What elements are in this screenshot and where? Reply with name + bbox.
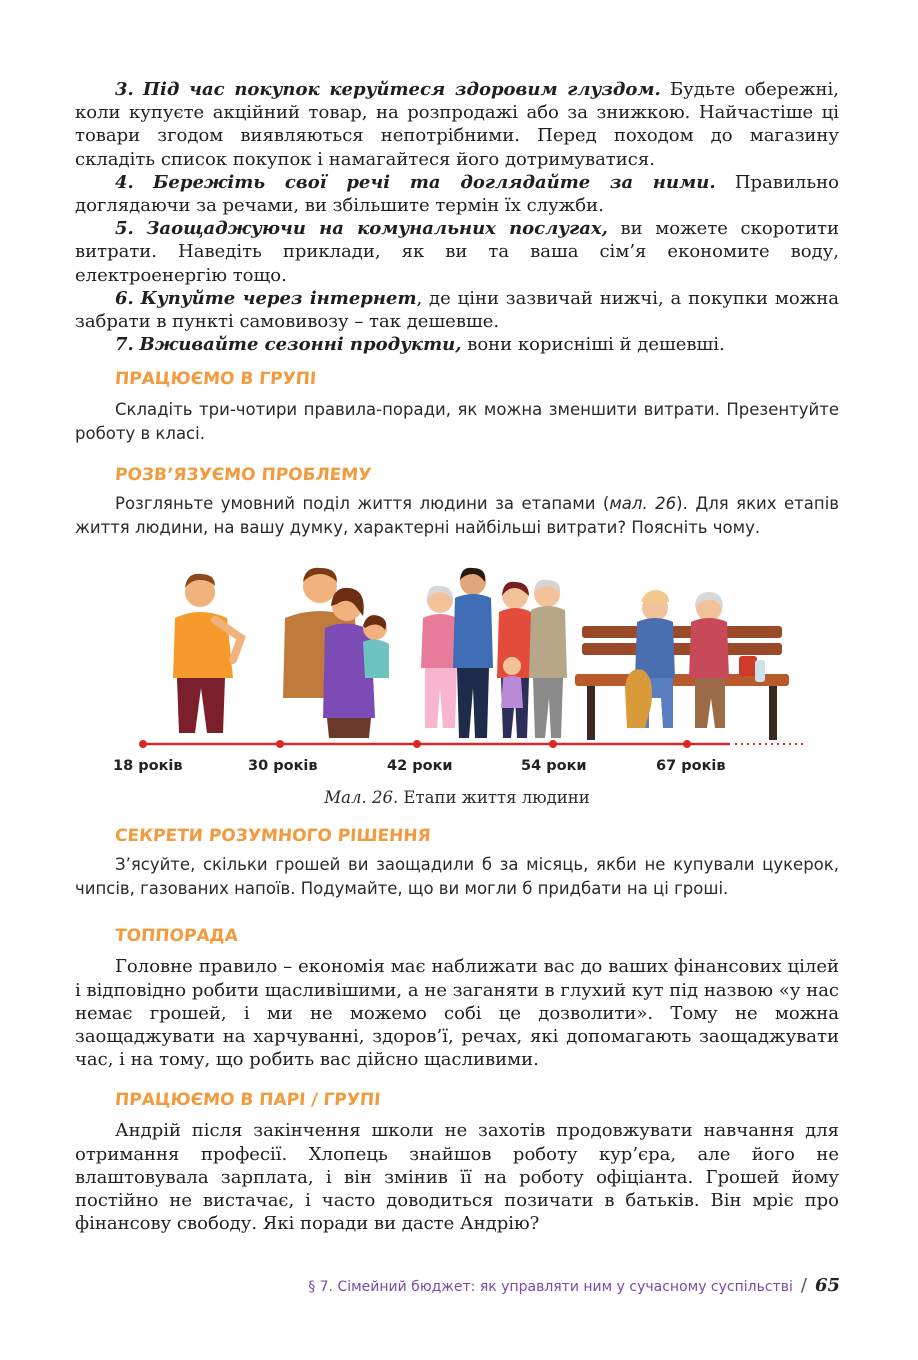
timeline-dot <box>139 740 147 748</box>
secrets-heading: СЕКРЕТИ РОЗУМНОГО РІШЕННЯ <box>114 826 432 847</box>
footer-separator: / <box>800 1275 807 1296</box>
secrets-text: З’ясуйте, скільки грошей ви заощадили б за місяць, якби не купували цукерок, чипсів, газованих напоїв. Подумайте, що ви могли б придбати на ці гроші. <box>75 855 839 899</box>
tip-title: Під час покупок керуйтеся здоровим глуздом. <box>143 79 661 100</box>
tip-text: вони корисніші й дешевші. <box>461 334 725 356</box>
figure-caption-text: Етапи життя людини <box>398 788 590 808</box>
tip-5 <box>75 217 839 287</box>
tip-text: , де ціни зазвичай нижчі, а покупки можна забрати в пункті самовивозу – так дешевше. <box>75 287 839 333</box>
group-work-text: Складіть три-чотири правила-поради, як можна зменшити витрати. Презентуйте роботу в класі. <box>75 400 839 444</box>
tip-6 <box>75 287 839 333</box>
pair-work-text: Андрій після закінчення школи не захотів продовжувати навчання для отримання професії. Хлопець знайшов роботу кур’єра, але його не влаштовувала зарплата, і він змінив її на роботу офіціанта. Грошей йому постійно не вистачає, і часто доводиться позичати в батьків. Він мріє про фінансову свободу. Які поради ви дасте Андрію? <box>75 1120 839 1235</box>
tip-text: Будьте обережні, коли купуєте акційний товар, на розпродажі або за знижкою. Найчастіше ці товари згодом виявляються непотрібними. Перед походом до магазину складіть список покупок і намагайтеся його дотримуватися. <box>75 79 839 170</box>
timeline-dot <box>413 740 421 748</box>
section-title: § 7. Сімейний бюджет: як управляти ним у сучасному суспільстві <box>308 1279 793 1295</box>
tip-title: Заощаджуючи на комунальних послугах, <box>146 218 608 240</box>
life-stages-figure <box>75 548 839 780</box>
tip-4 <box>75 171 839 217</box>
group-work-heading: ПРАЦЮЄМО В ГРУПІ <box>114 369 317 390</box>
problem-heading: РОЗВ’ЯЗУЄМО ПРОБЛЕМУ <box>114 465 372 486</box>
timeline-dot <box>549 740 557 748</box>
tip-number: 3. <box>115 79 134 100</box>
pair-work-heading: ПРАЦЮЄМО В ПАРІ / ГРУПІ <box>114 1090 382 1111</box>
top-tip-heading: ТОППОРАДА <box>114 926 239 947</box>
tip-3 <box>75 78 839 171</box>
figure-caption <box>75 788 839 807</box>
tip-number: 6. <box>115 287 134 309</box>
elderly-couple-illustration <box>575 590 789 740</box>
timeline-dot <box>276 740 284 748</box>
tips-list <box>75 78 839 356</box>
tip-text: Правильно доглядаючи за речами, ви збільшите термін їх служби. <box>75 171 840 217</box>
problem-text <box>75 492 839 540</box>
page-content <box>75 78 839 1235</box>
problem-text-before: Розгляньте умовний поділ життя людини за етапами ( <box>115 494 610 514</box>
young-family-illustration <box>283 568 389 738</box>
tip-7 <box>75 333 839 356</box>
tip-number: 7. <box>115 334 134 356</box>
figure-caption-label: Мал. 26. <box>324 788 399 808</box>
tip-number: 5. <box>115 218 134 240</box>
big-family-illustration <box>421 568 567 738</box>
young-man-illustration <box>173 574 241 733</box>
age-label-42: 42 роки <box>387 758 453 775</box>
tip-title: Вживайте сезонні продукти, <box>139 334 462 356</box>
age-label-67: 67 років <box>656 758 726 775</box>
tip-title: Бережіть свої речі та доглядайте за ними. <box>153 171 716 193</box>
timeline-dot <box>683 740 691 748</box>
figure-reference: мал. 26 <box>609 494 677 514</box>
age-label-18: 18 років <box>113 758 183 775</box>
page-number: 65 <box>814 1275 840 1296</box>
tip-text: ви можете скоротити витрати. Наведіть приклади, як ви та ваша сім’я економите воду, електроенергію тощо. <box>75 218 839 286</box>
tip-title: Купуйте через інтернет <box>140 287 417 309</box>
problem-text-after: ). Для яких етапів життя людини, на вашу думку, характерні найбільші витрати? Поясніть чому. <box>75 494 839 538</box>
life-stages-illustration <box>75 548 839 780</box>
tip-number: 4. <box>115 171 134 193</box>
top-tip-text: Головне правило – економія має наближати вас до ваших фінансових цілей і відповідно робити щасливішими, а не заганяти в глухий кут під назвою «у нас немає грошей, і ми не можемо собі це дозволити». Тому не можна заощаджувати на харчуванні, здоров’ї, речах, які допомагають заощаджувати час, і на тому, що робить вас дійсно щасливими. <box>75 956 839 1071</box>
page-footer <box>308 1275 840 1296</box>
age-label-30: 30 років <box>248 758 318 775</box>
age-label-54: 54 роки <box>521 758 587 775</box>
timeline <box>113 740 803 774</box>
